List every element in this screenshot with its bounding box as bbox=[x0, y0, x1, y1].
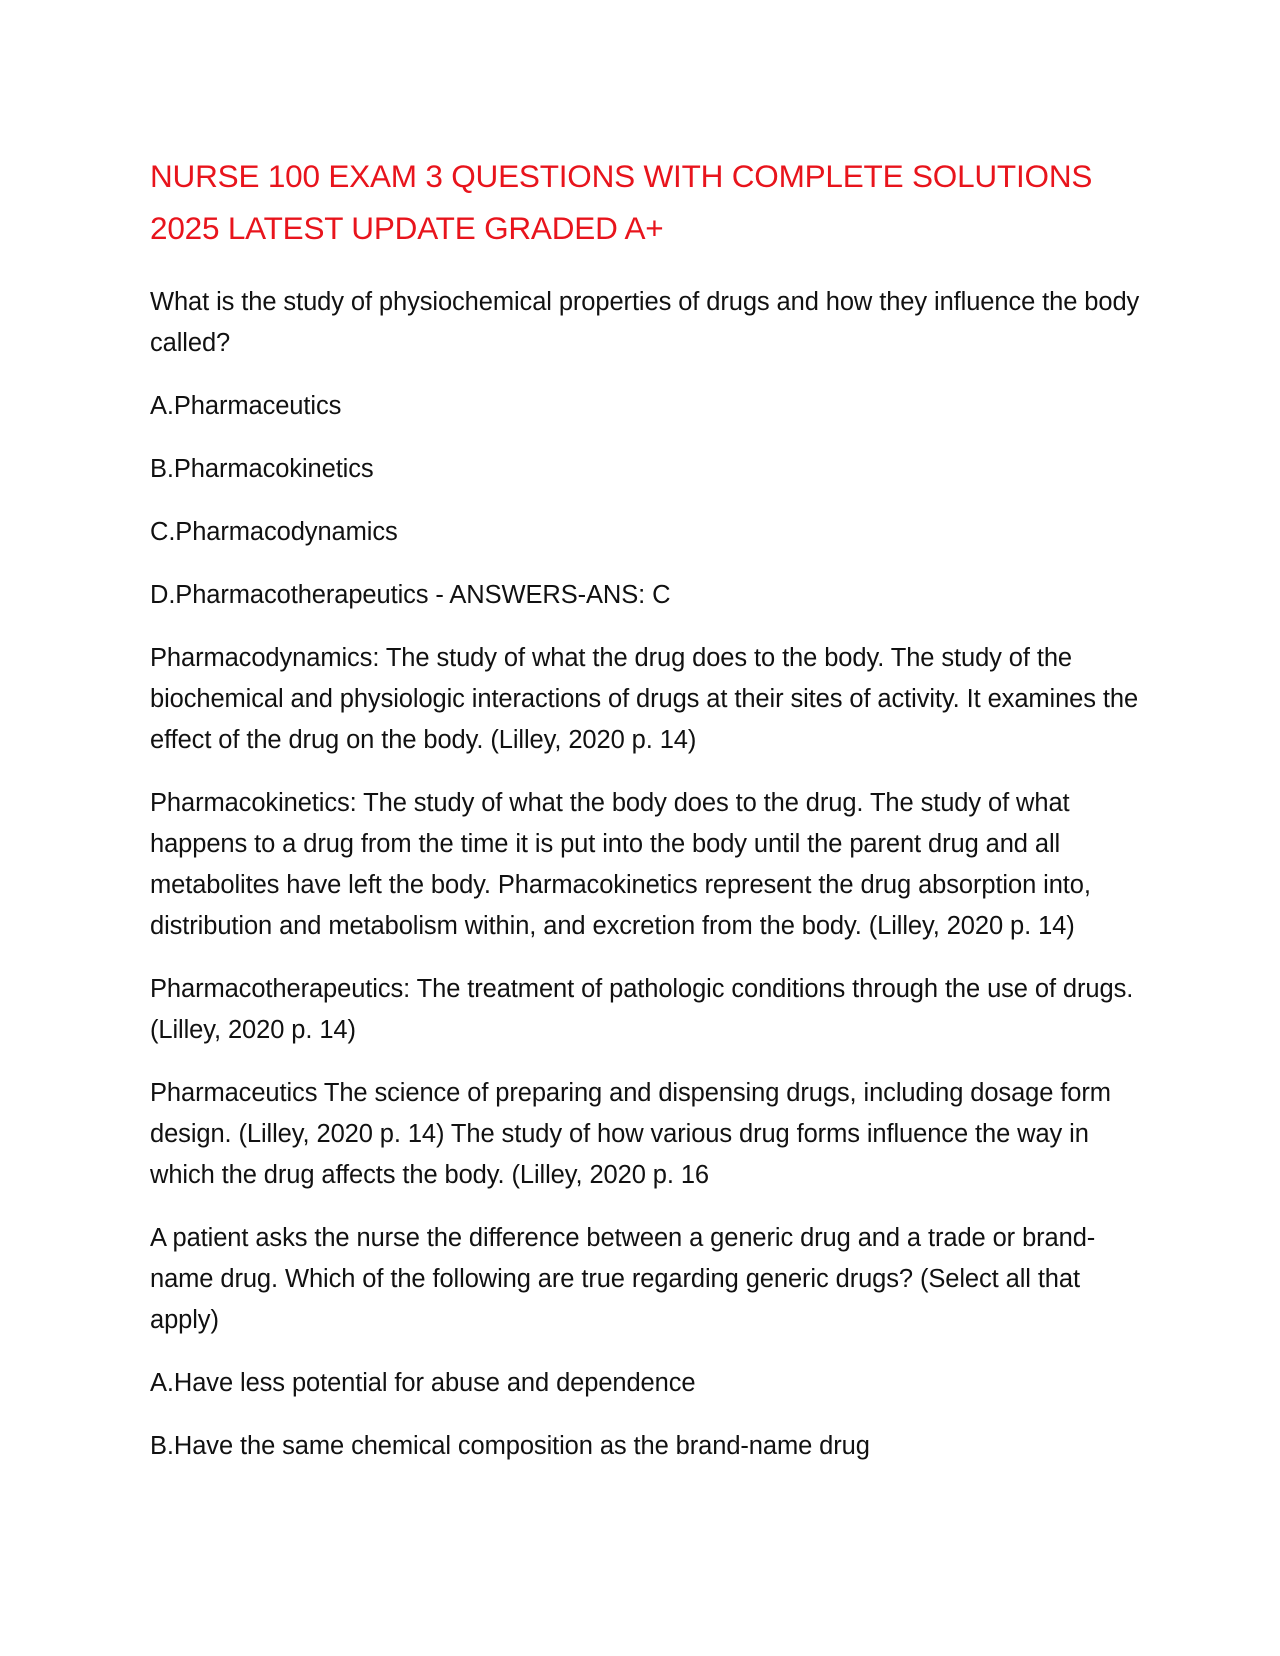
explanation-pharmacotherapeutics: Pharmacotherapeutics: The treatment of pathologic conditions through the use of drugs. (Lilley, 2020 p. 14) bbox=[150, 975, 1134, 1044]
document-page bbox=[150, 150, 1150, 1489]
question-2-stem: A patient asks the nurse the difference between a generic drug and a trade or brand-name drug. Which of the following are true regarding generic drugs? (Select all that apply) bbox=[150, 1224, 1096, 1334]
question-1-option-d-answer: D.Pharmacotherapeutics - ANSWERS-ANS: C bbox=[150, 581, 671, 609]
explanation-pharmacokinetics: Pharmacokinetics: The study of what the body does to the drug. The study of what happens to a drug from the time it is put into the body until the parent drug and all metabolites have left the body. Pharmacokinetics represent the drug absorption into, distribution and metabolism within, and excretion from the body. (Lilley, 2020 p. 14) bbox=[150, 789, 1091, 940]
explanation-pharmaceutics: Pharmaceutics The science of preparing and dispensing drugs, including dosage form design. (Lilley, 2020 p. 14) The study of how various drug forms influence the way in which the drug affects the body. (Lilley, 2020 p. 16 bbox=[150, 1079, 1111, 1189]
question-2-option-b: B.Have the same chemical composition as the brand-name drug bbox=[150, 1432, 870, 1460]
question-1-stem: What is the study of physiochemical properties of drugs and how they influence the body called? bbox=[150, 288, 1140, 357]
question-2-option-a: A.Have less potential for abuse and dependence bbox=[150, 1369, 696, 1397]
question-1-option-a: A.Pharmaceutics bbox=[150, 392, 342, 420]
document-title: NURSE 100 EXAM 3 QUESTIONS WITH COMPLETE SOLUTIONS 2025 LATEST UPDATE GRADED A+ bbox=[150, 158, 1093, 246]
question-1-option-b: B.Pharmacokinetics bbox=[150, 455, 374, 483]
question-1-option-c: C.Pharmacodynamics bbox=[150, 518, 398, 546]
explanation-pharmacodynamics: Pharmacodynamics: The study of what the drug does to the body. The study of the biochemical and physiologic interactions of drugs at their sites of activity. It examines the effect of the drug on the body. (Lilley, 2020 p. 14) bbox=[150, 644, 1139, 754]
